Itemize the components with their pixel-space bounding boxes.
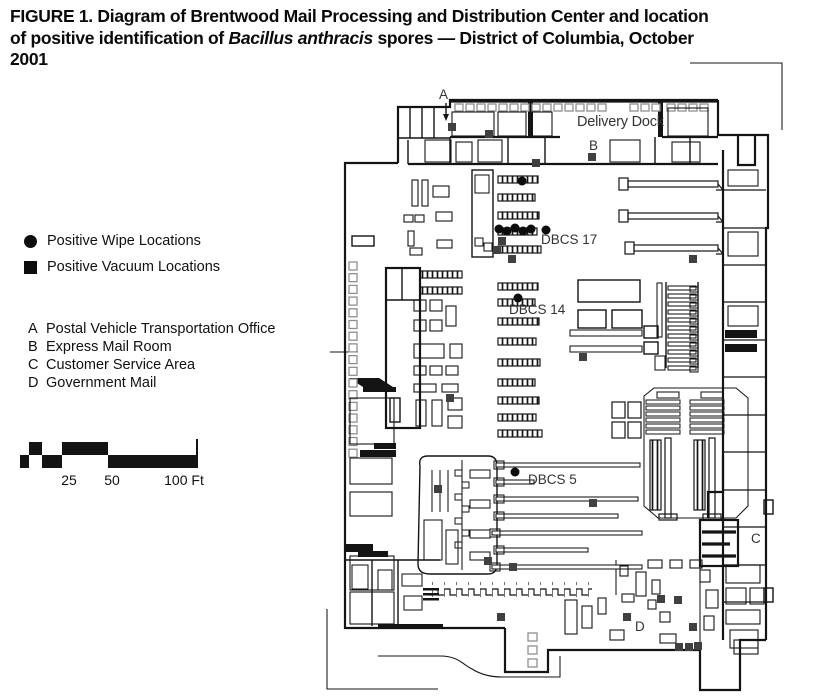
vacuum-location-marker	[674, 596, 682, 604]
key-letter-d: D	[28, 375, 39, 391]
wipe-location-marker	[527, 225, 536, 234]
vacuum-location-marker	[532, 159, 540, 167]
legend-wipe-label: Positive Wipe Locations	[47, 233, 201, 249]
vacuum-location-marker	[689, 255, 697, 263]
wipe-location-marker	[503, 227, 512, 236]
vacuum-location-marker	[493, 246, 501, 254]
vacuum-location-marker	[498, 237, 506, 245]
wipe-location-marker	[495, 225, 504, 234]
vacuum-location-marker	[588, 153, 596, 161]
vacuum-location-marker	[497, 613, 505, 621]
wipe-location-marker	[519, 227, 528, 236]
vacuum-location-marker	[694, 642, 702, 650]
vacuum-location-marker	[657, 595, 665, 603]
vacuum-location-marker	[508, 255, 516, 263]
key-letter-b: B	[28, 339, 38, 355]
wipe-location-marker	[511, 468, 520, 477]
vacuum-location-marker	[579, 353, 587, 361]
plan-label-c: C	[751, 531, 761, 546]
plan-label-delivery-dock: Delivery Dock	[577, 114, 664, 130]
pvt-office-annex	[352, 107, 450, 246]
customer-service-block	[700, 455, 738, 566]
plan-label-dbcs14: DBCS 14	[509, 302, 566, 317]
plan-label-dbcs5: DBCS 5	[528, 472, 577, 487]
vacuum-location-marker	[434, 485, 442, 493]
building-outline	[345, 100, 773, 690]
vacuum-location-marker	[685, 643, 693, 651]
scale-label-100ft: 100 Ft	[164, 472, 204, 488]
wipe-location-marker	[511, 224, 520, 233]
key-letter-c: C	[28, 357, 39, 373]
plan-label-dbcs17: DBCS 17	[541, 232, 598, 247]
title-line-2-prefix: of positive identification of	[10, 27, 229, 48]
scale-label-50: 50	[104, 472, 120, 488]
title-species-italic: Bacillus anthracis	[228, 27, 373, 48]
key-label-c: Customer Service Area	[46, 357, 196, 373]
title-line-2-suffix: spores — District of Columbia, October	[372, 27, 694, 48]
positive-vacuum-markers	[434, 123, 702, 651]
label-a-arrow-icon	[443, 103, 449, 121]
vacuum-location-marker	[485, 130, 493, 138]
vacuum-location-marker	[446, 394, 454, 402]
vacuum-location-marker	[448, 123, 456, 131]
vacuum-location-marker	[689, 623, 697, 631]
center-right-rooms	[570, 280, 658, 354]
key-label-b: Express Mail Room	[46, 339, 172, 355]
plan-label-a: A	[439, 87, 449, 102]
title-line-3: 2001	[10, 49, 48, 69]
wipe-location-marker	[518, 177, 527, 186]
title-line-1: FIGURE 1. Diagram of Brentwood Mail Processing and Distribution Center and location	[10, 6, 709, 26]
legend-vacuum-label: Positive Vacuum Locations	[47, 259, 221, 275]
vacuum-location-marker	[589, 499, 597, 507]
scale-label-25: 25	[61, 472, 77, 488]
key-label-a: Postal Vehicle Transportation Office	[46, 321, 276, 337]
vacuum-location-marker	[623, 613, 631, 621]
key-label-d: Government Mail	[46, 375, 157, 391]
misc-fixtures	[350, 108, 766, 654]
bottom-left-cluster	[418, 456, 497, 574]
key-letter-a: A	[28, 321, 38, 337]
vacuum-location-marker	[675, 643, 683, 651]
plan-label-b: B	[589, 138, 599, 153]
vacuum-location-marker	[509, 563, 517, 571]
desk-room	[472, 170, 493, 257]
vacuum-location-marker	[484, 557, 492, 565]
plan-label-d: D	[635, 619, 645, 634]
